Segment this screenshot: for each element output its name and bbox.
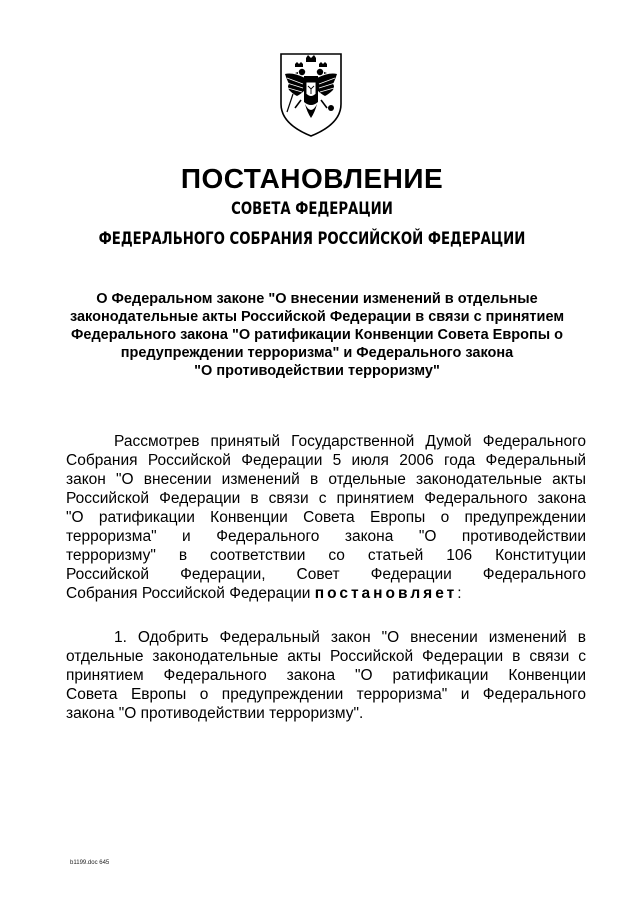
paragraph-line: закона "О противодействии терроризму". (66, 705, 364, 722)
preamble-paragraph (66, 432, 586, 603)
document-file-code: b1199.doc 645 (70, 860, 110, 866)
paragraph-line: Совета Европы о предупреждении терроризма" и Федерального (66, 686, 586, 703)
issuing-body-line2: ФЕДЕРАЛЬНОГО СОБРАНИЯ РОССИЙСКОЙ ФЕДЕРАЦИИ (98, 229, 526, 249)
paragraph-line: Российской Федерации, Совет Федерации Федерального (66, 566, 586, 583)
paragraph-line: принятием Федерального закона "О ратификации Конвенции (66, 667, 586, 684)
document-subject (52, 290, 582, 380)
document-title: ПОСТАНОВЛЕНИЕ (180, 163, 444, 194)
subject-line: предупреждении терроризма" и Федерального закона (120, 345, 514, 361)
paragraph-last-line (66, 584, 586, 603)
subject-line: О Федеральном законе "О внесении изменений в отдельные (96, 291, 538, 307)
coat-of-arms-icon (275, 50, 347, 138)
resolution-item-1 (66, 628, 586, 723)
subject-line: "О противодействии терроризму" (194, 363, 440, 379)
subject-line: Федерального закона "О ратификации Конвенции Совета Европы о (71, 327, 563, 343)
issuing-body-line1: СОВЕТА ФЕДЕРАЦИИ (231, 199, 393, 219)
subject-line: законодательные акты Российской Федерации в связи с принятием (69, 309, 565, 325)
paragraph-line: терроризма" и Федерального закона "О противодействии (66, 528, 586, 545)
paragraph-line: Рассмотрев принятый Государственной Думой Федерального (114, 433, 586, 450)
decree-colon: : (457, 585, 462, 602)
paragraph-line: Собрания Российской Федерации 5 июля 2006 года Федеральный (66, 452, 586, 469)
paragraph-line-text: Собрания Российской Федерации (66, 585, 311, 602)
paragraph-line: "О ратификации Конвенции Совета Европы о предупреждении (66, 509, 586, 526)
paragraph-line: закон "О внесении изменений в отдельные законодательные акты (66, 471, 586, 488)
paragraph-line: Российской Федерации в связи с принятием Федерального закона (66, 490, 586, 507)
paragraph-line: отдельные законодательные акты Российской Федерации в связи с (66, 648, 586, 665)
paragraph-line: 1. Одобрить Федеральный закон "О внесении изменений в (114, 629, 586, 646)
paragraph-line: терроризму" в соответствии со статьей 106 Конституции (66, 547, 586, 564)
decree-word: постановляет (314, 585, 458, 602)
